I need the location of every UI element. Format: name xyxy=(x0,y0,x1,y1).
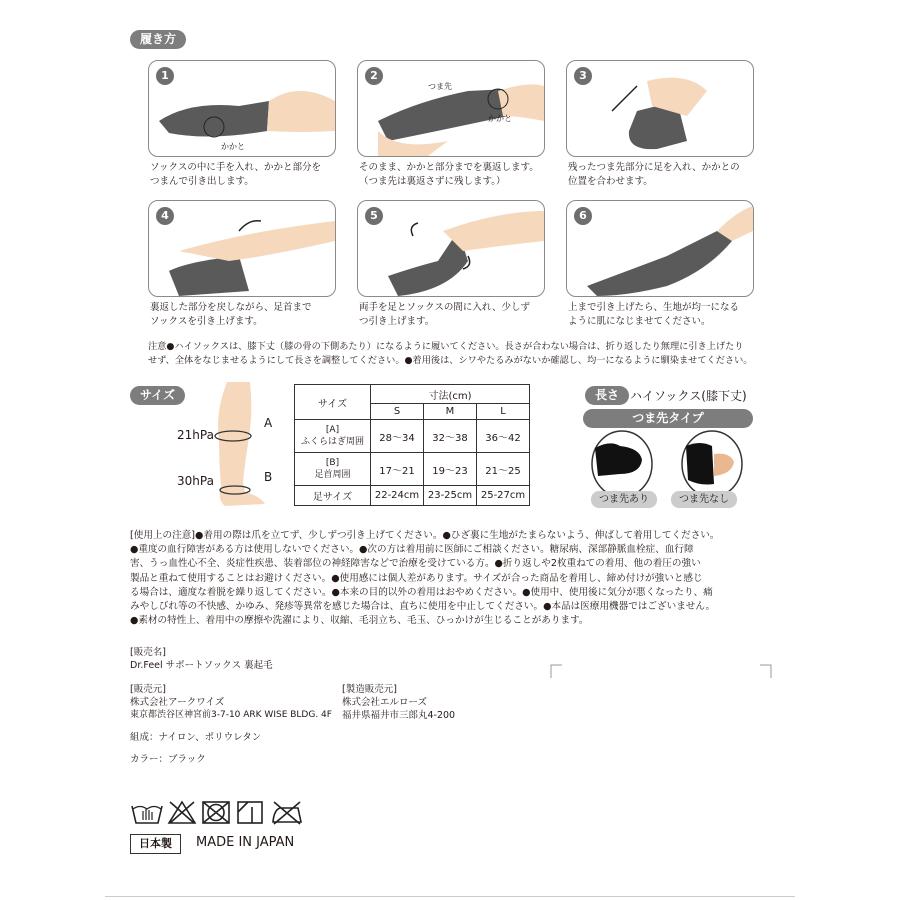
size-table xyxy=(294,384,530,506)
step-illustration xyxy=(358,201,544,296)
step-label: かかと xyxy=(488,114,512,123)
leg-illustration xyxy=(205,382,275,512)
product-name-label: [販売名] xyxy=(130,647,166,658)
toe-type-label: つま先タイプ xyxy=(583,409,753,428)
maker-name: 株式会社エルローズ xyxy=(342,697,428,708)
toe-type-illustrations xyxy=(590,430,760,500)
usage-note-line: 害、うっ血性心不全、炎症性疾患、装着部位の神経障害などで治療を受けている方。●折り返しや2枚重ねての着用、他の着圧の強い xyxy=(130,558,701,570)
no-iron-icon xyxy=(270,800,304,825)
step-caption: 裏返した部分を戻しながら、足首まで xyxy=(150,302,312,313)
step-panel-4 xyxy=(148,200,336,297)
row-label: ふくらはぎ周囲 xyxy=(300,437,364,447)
label-b: B xyxy=(264,470,273,484)
step-caption: 残ったつま先部分に足を入れ、かかとの xyxy=(568,162,740,173)
row-label: 足サイズ xyxy=(295,486,371,506)
hand-wash-30-icon xyxy=(130,800,165,825)
row-label: [B] xyxy=(325,458,340,468)
maker-address: 福井県福井市三郎丸4-200 xyxy=(342,710,456,721)
cell: 21～25 xyxy=(477,453,530,486)
step-illustration xyxy=(358,61,544,156)
step-panel-3 xyxy=(566,60,754,157)
step-panel-6 xyxy=(566,200,754,297)
usage-note-line: 製品と重ねて使用することはお避けください。●使用感には個人差があります。サイズが合った商品を着用し、締め付けが強いと感じ xyxy=(130,572,703,584)
usage-note-line: [使用上の注意]●着用の際は爪を立てず、少しずつ引き上げてください。●ひざ裏に生地がたまらないよう、伸ばして着用してください。 xyxy=(130,530,720,541)
usage-note-line: る場合は、適度な着脱を繰り返してください。●本来の目的以外の着用はおやめください。●使用中、使用後に気分が悪くなったり、痛 xyxy=(130,586,713,598)
label-a: A xyxy=(264,416,273,430)
table-row xyxy=(295,420,530,453)
step-number-badge: 6 xyxy=(574,207,592,225)
composition: 組成：ナイロン、ポリウレタン xyxy=(130,732,262,743)
made-in-japan-text: MADE IN JAPAN xyxy=(196,835,295,850)
step-panel-5 xyxy=(357,200,545,297)
crop-marks xyxy=(550,664,772,678)
size-s: S xyxy=(371,404,424,420)
usage-note-line: みやしびれ等の不快感、かゆみ、発疹等異常を感じた場合は、直ちに使用を中止してください。●本品は医療用機器ではございません。 xyxy=(130,601,716,612)
table-row xyxy=(295,486,530,506)
step-number-badge: 4 xyxy=(156,207,174,225)
pressure-a: 21hPa xyxy=(177,428,214,442)
seller-address: 東京都渋谷区神宮前3-7-10 ARK WISE BLDG. 4F xyxy=(130,710,332,720)
seller-name: 株式会社アークワイズ xyxy=(130,697,225,708)
step-caption: ように肌になじませてください。 xyxy=(568,316,711,327)
step-caption: ソックスの中に手を入れ、かかと部分を xyxy=(150,162,322,173)
caution-line-2: せず、全体をなじませるようにして長さを調整してください。●着用後は、シワやたるみがないか確認し、均一になるように馴染ませてください。 xyxy=(148,355,753,366)
step-illustration xyxy=(567,201,753,296)
cell: 25-27cm xyxy=(477,486,530,506)
cell: 23-25cm xyxy=(424,486,477,506)
cell: 28～34 xyxy=(371,420,424,453)
step-caption: （つま先は裏返さずに残します。） xyxy=(359,176,506,187)
cell: 22-24cm xyxy=(371,486,424,506)
step-label: つま先 xyxy=(428,82,452,91)
length-value: ハイソックス(膝下丈) xyxy=(630,389,747,403)
step-number-badge: 5 xyxy=(365,207,383,225)
color-info: カラー：ブラック xyxy=(130,754,206,765)
size-l: L xyxy=(477,404,530,420)
table-row xyxy=(295,453,530,486)
maker-label: [製造販売元] xyxy=(342,684,397,695)
toe-option-closed: つま先あり xyxy=(591,491,657,508)
size-corner: サイズ xyxy=(295,385,371,420)
usage-note-line: ●重度の血行障害がある方は使用しないでください。●次の方は着用前に医師にご相談ください。糖尿病、深部静脈血栓症、血行障 xyxy=(130,544,694,556)
step-number-badge: 1 xyxy=(156,67,174,85)
made-in-japan-badge: 日本製 xyxy=(130,834,181,854)
toe-option-open: つま先なし xyxy=(671,491,737,508)
step-caption: 上まで引き上げたら、生地が均一になる xyxy=(568,302,740,313)
line-dry-shade-icon xyxy=(236,800,264,825)
row-label: 足首周囲 xyxy=(314,470,351,480)
dim-header: 寸法(cm) xyxy=(371,385,530,404)
seller-label: [販売元] xyxy=(130,684,166,695)
step-number-badge: 3 xyxy=(574,67,592,85)
bottom-divider xyxy=(105,896,795,897)
pressure-b: 30hPa xyxy=(177,474,214,488)
cell: 36～42 xyxy=(477,420,530,453)
cell: 19～23 xyxy=(424,453,477,486)
step-caption: 位置を合わせます。 xyxy=(568,176,653,187)
row-label: [A] xyxy=(325,425,340,435)
usage-note-line: ●素材の特性上、着用中の摩擦や洗濯により、収縮、毛羽立ち、毛玉、ひっかけが生じることがあります。 xyxy=(130,615,589,627)
caution-line-1: 注意●ハイソックスは、膝下丈（膝の骨の下側あたり）になるように履いてください。長さが合わない場合は、折り返したり無理に引き上げたり xyxy=(148,341,744,352)
sock-without-toe xyxy=(686,443,714,485)
step-panel-1 xyxy=(148,60,336,157)
cell: 32～38 xyxy=(424,420,477,453)
step-caption: つ引き上げます。 xyxy=(359,316,435,327)
step-caption: そのまま、かかと部分までを裏返します。 xyxy=(359,162,539,173)
step-caption: ソックスを引き上げます。 xyxy=(150,316,263,327)
step-illustration xyxy=(149,201,335,296)
no-tumble-dry-icon xyxy=(201,800,231,825)
step-caption: 両手を足とソックスの間に入れ、少しず xyxy=(359,302,531,313)
size-m: M xyxy=(424,404,477,420)
cell: 17～21 xyxy=(371,453,424,486)
size-section-label: サイズ xyxy=(130,386,185,405)
product-name: Dr.Feel サポートソックス 裏起毛 xyxy=(130,660,273,671)
step-number-badge: 2 xyxy=(365,67,383,85)
step-label: かかと xyxy=(221,142,245,151)
step-panel-2 xyxy=(357,60,545,157)
step-illustration xyxy=(567,61,753,156)
length-tag: 長さ xyxy=(585,386,629,405)
howto-section-label: 履き方 xyxy=(130,30,186,49)
step-caption: つまんで引き出します。 xyxy=(150,176,254,187)
no-bleach-icon xyxy=(167,800,197,825)
